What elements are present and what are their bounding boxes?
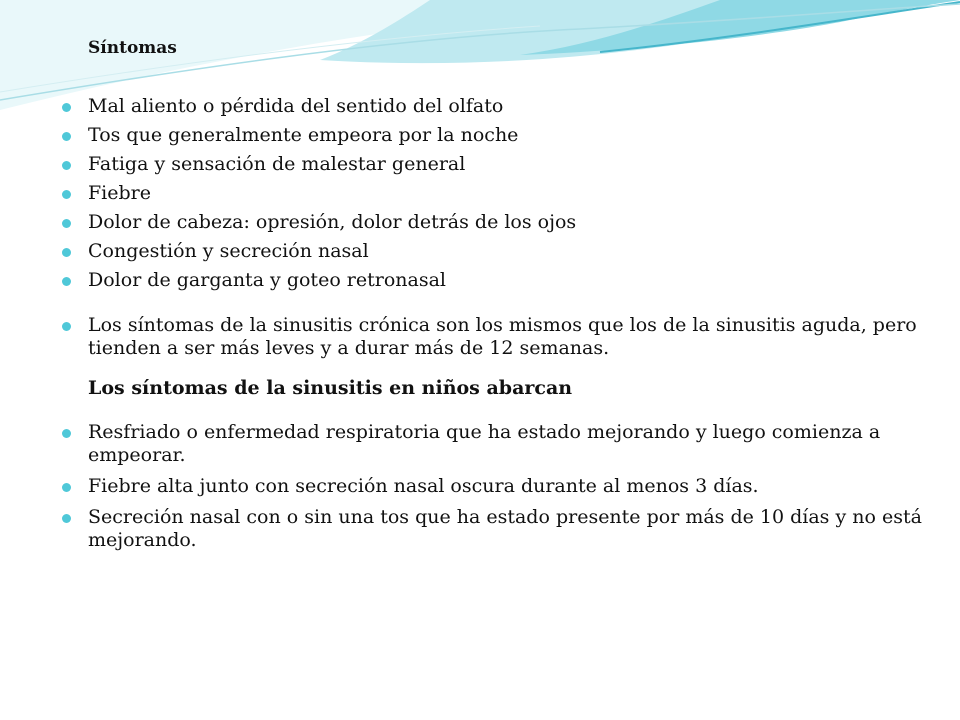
- section-title-children: Los síntomas de la sinusitis en niños abarcan: [88, 377, 573, 399]
- symptoms-list: [62, 95, 922, 292]
- list-item: Fiebre alta junto con secreción nasal oscura durante al menos 3 días.: [62, 475, 922, 498]
- bullet-icon: [62, 514, 71, 523]
- bullet-icon: [62, 190, 71, 199]
- section-title-symptoms: Síntomas: [88, 38, 177, 58]
- list-item: Dolor de cabeza: opresión, dolor detrás de los ojos: [62, 211, 922, 234]
- slide-content: [62, 36, 922, 560]
- bullet-icon: [62, 322, 71, 331]
- bullet-icon: [62, 483, 71, 492]
- list-item: Fatiga y sensación de malestar general: [62, 153, 922, 176]
- chronic-note-list: [62, 314, 922, 360]
- bullet-icon: [62, 277, 71, 286]
- list-item: Congestión y secreción nasal: [62, 240, 922, 263]
- list-item: Dolor de garganta y goteo retronasal: [62, 269, 922, 292]
- list-item: Secreción nasal con o sin una tos que ha estado presente por más de 10 días y no está mejorando.: [62, 506, 922, 552]
- bullet-icon: [62, 103, 71, 112]
- list-item: Tos que generalmente empeora por la noche: [62, 124, 922, 147]
- bullet-icon: [62, 429, 71, 438]
- list-item: Fiebre: [62, 182, 922, 205]
- bullet-icon: [62, 161, 71, 170]
- list-item: Mal aliento o pérdida del sentido del olfato: [62, 95, 922, 118]
- bullet-icon: [62, 248, 71, 257]
- bullet-icon: [62, 132, 71, 141]
- chronic-note: Los síntomas de la sinusitis crónica son los mismos que los de la sinusitis aguda, pero tienden a ser más leves y a durar más de 12 semanas.: [62, 314, 922, 360]
- bullet-icon: [62, 219, 71, 228]
- children-symptoms-list: [62, 421, 922, 552]
- list-item: Resfriado o enfermedad respiratoria que ha estado mejorando y luego comienza a empeorar.: [62, 421, 922, 467]
